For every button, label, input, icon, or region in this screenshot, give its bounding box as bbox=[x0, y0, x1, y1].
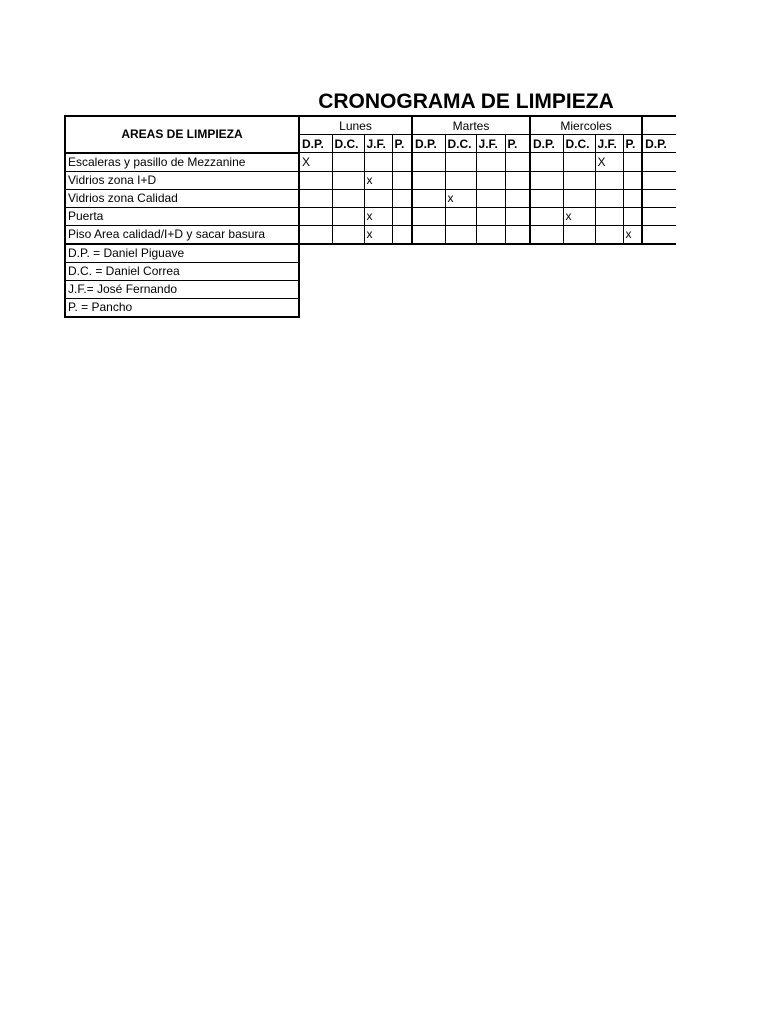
page-title: CRONOGRAMA DE LIMPIEZA bbox=[318, 90, 614, 113]
legend-item: P. = Pancho bbox=[65, 298, 299, 317]
schedule-sheet bbox=[64, 115, 676, 323]
schedule-cell bbox=[299, 171, 332, 189]
schedule-cell bbox=[445, 225, 476, 244]
code-jf: J.F. bbox=[595, 135, 623, 153]
code-dc: D.C. bbox=[332, 135, 364, 153]
schedule-cell bbox=[332, 171, 364, 189]
empty-cell bbox=[623, 280, 642, 298]
table-row bbox=[65, 207, 676, 225]
schedule-cell bbox=[595, 207, 623, 225]
schedule-cell bbox=[642, 207, 676, 225]
empty-cell bbox=[445, 298, 476, 317]
schedule-cell bbox=[412, 171, 445, 189]
day-wednesday: Miercoles bbox=[530, 116, 642, 135]
schedule-cell bbox=[505, 225, 530, 244]
schedule-cell bbox=[364, 189, 392, 207]
code-jf: J.F. bbox=[476, 135, 505, 153]
schedule-cell bbox=[530, 207, 563, 225]
schedule-cell: x bbox=[364, 207, 392, 225]
schedule-cell bbox=[412, 189, 445, 207]
schedule-cell bbox=[563, 225, 595, 244]
code-dp-next: D.P. bbox=[642, 135, 676, 153]
empty-cell bbox=[364, 298, 392, 317]
legend-row bbox=[65, 280, 676, 298]
empty-cell bbox=[364, 244, 392, 263]
empty-cell bbox=[299, 280, 332, 298]
code-dc: D.C. bbox=[445, 135, 476, 153]
area-header: AREAS DE LIMPIEZA bbox=[65, 116, 299, 153]
schedule-cell bbox=[299, 207, 332, 225]
schedule-cell: x bbox=[623, 225, 642, 244]
legend-item: J.F.= José Fernando bbox=[65, 280, 299, 298]
schedule-cell bbox=[412, 225, 445, 244]
schedule-cell bbox=[530, 171, 563, 189]
schedule-cell bbox=[332, 207, 364, 225]
day-next bbox=[642, 116, 676, 135]
empty-cell bbox=[623, 262, 642, 280]
schedule-cell bbox=[445, 153, 476, 172]
schedule-cell bbox=[332, 153, 364, 172]
code-p: P. bbox=[505, 135, 530, 153]
empty-cell bbox=[476, 298, 505, 317]
schedule-cell bbox=[299, 189, 332, 207]
empty-cell bbox=[595, 244, 623, 263]
schedule-cell: x bbox=[445, 189, 476, 207]
empty-cell bbox=[392, 298, 412, 317]
schedule-cell bbox=[623, 189, 642, 207]
day-header-row bbox=[65, 116, 676, 135]
empty-cell bbox=[445, 262, 476, 280]
schedule-cell: x bbox=[364, 171, 392, 189]
schedule-cell bbox=[623, 171, 642, 189]
schedule-cell bbox=[530, 225, 563, 244]
empty-cell bbox=[505, 280, 530, 298]
empty-cell bbox=[563, 280, 595, 298]
schedule-cell bbox=[563, 189, 595, 207]
code-dp: D.P. bbox=[530, 135, 563, 153]
empty-cell bbox=[332, 262, 364, 280]
schedule-cell bbox=[642, 189, 676, 207]
schedule-cell bbox=[642, 153, 676, 172]
empty-cell bbox=[563, 262, 595, 280]
empty-cell bbox=[595, 298, 623, 317]
schedule-cell bbox=[392, 189, 412, 207]
schedule-cell bbox=[530, 153, 563, 172]
code-dp: D.P. bbox=[412, 135, 445, 153]
empty-cell bbox=[642, 262, 676, 280]
empty-cell bbox=[412, 298, 445, 317]
schedule-cell bbox=[299, 225, 332, 244]
table-row bbox=[65, 171, 676, 189]
empty-cell bbox=[505, 244, 530, 263]
empty-cell bbox=[623, 244, 642, 263]
schedule-rows bbox=[65, 153, 676, 244]
empty-cell bbox=[299, 298, 332, 317]
code-jf: J.F. bbox=[364, 135, 392, 153]
area-name: Vidrios zona Calidad bbox=[65, 189, 299, 207]
empty-cell bbox=[332, 298, 364, 317]
table-row bbox=[65, 225, 676, 244]
code-dc: D.C. bbox=[563, 135, 595, 153]
schedule-cell bbox=[623, 153, 642, 172]
schedule-cell bbox=[392, 153, 412, 172]
schedule-cell bbox=[476, 189, 505, 207]
day-monday: Lunes bbox=[299, 116, 412, 135]
code-p: P. bbox=[392, 135, 412, 153]
legend-row bbox=[65, 244, 676, 263]
schedule-cell bbox=[476, 207, 505, 225]
schedule-cell bbox=[445, 171, 476, 189]
schedule-cell bbox=[392, 171, 412, 189]
empty-cell bbox=[476, 262, 505, 280]
day-tuesday: Martes bbox=[412, 116, 530, 135]
schedule-cell bbox=[364, 153, 392, 172]
schedule-table bbox=[64, 115, 676, 318]
schedule-cell bbox=[332, 189, 364, 207]
schedule-cell bbox=[392, 225, 412, 244]
empty-cell bbox=[505, 298, 530, 317]
empty-cell bbox=[392, 244, 412, 263]
schedule-cell: x bbox=[563, 207, 595, 225]
empty-cell bbox=[476, 280, 505, 298]
empty-cell bbox=[530, 262, 563, 280]
schedule-cell bbox=[505, 153, 530, 172]
area-name: Piso Area calidad/I+D y sacar basura bbox=[65, 225, 299, 244]
empty-cell bbox=[392, 280, 412, 298]
empty-cell bbox=[505, 262, 530, 280]
schedule-cell bbox=[505, 207, 530, 225]
empty-cell bbox=[595, 262, 623, 280]
empty-cell bbox=[445, 244, 476, 263]
schedule-cell: X bbox=[595, 153, 623, 172]
area-name: Escaleras y pasillo de Mezzanine bbox=[65, 153, 299, 172]
empty-cell bbox=[642, 244, 676, 263]
empty-cell bbox=[476, 244, 505, 263]
schedule-cell bbox=[623, 207, 642, 225]
schedule-cell: x bbox=[364, 225, 392, 244]
empty-cell bbox=[563, 298, 595, 317]
empty-cell bbox=[392, 262, 412, 280]
empty-cell bbox=[445, 280, 476, 298]
empty-cell bbox=[412, 262, 445, 280]
schedule-cell bbox=[530, 189, 563, 207]
empty-cell bbox=[530, 298, 563, 317]
schedule-cell: X bbox=[299, 153, 332, 172]
empty-cell bbox=[530, 244, 563, 263]
schedule-cell bbox=[476, 225, 505, 244]
schedule-cell bbox=[392, 207, 412, 225]
empty-cell bbox=[364, 280, 392, 298]
empty-cell bbox=[299, 262, 332, 280]
schedule-cell bbox=[595, 171, 623, 189]
empty-cell bbox=[623, 298, 642, 317]
empty-cell bbox=[530, 280, 563, 298]
schedule-cell bbox=[563, 171, 595, 189]
area-name: Puerta bbox=[65, 207, 299, 225]
empty-cell bbox=[642, 280, 676, 298]
area-name: Vidrios zona I+D bbox=[65, 171, 299, 189]
empty-cell bbox=[364, 262, 392, 280]
schedule-cell bbox=[445, 207, 476, 225]
code-p: P. bbox=[623, 135, 642, 153]
empty-cell bbox=[412, 244, 445, 263]
schedule-cell bbox=[595, 189, 623, 207]
table-row bbox=[65, 189, 676, 207]
schedule-cell bbox=[505, 189, 530, 207]
schedule-cell bbox=[505, 171, 530, 189]
empty-cell bbox=[412, 280, 445, 298]
legend-row bbox=[65, 298, 676, 317]
schedule-cell bbox=[476, 153, 505, 172]
empty-cell bbox=[642, 298, 676, 317]
schedule-cell bbox=[563, 153, 595, 172]
schedule-cell bbox=[642, 225, 676, 244]
legend-row bbox=[65, 262, 676, 280]
table-row bbox=[65, 153, 676, 172]
empty-cell bbox=[332, 244, 364, 263]
schedule-cell bbox=[476, 171, 505, 189]
legend bbox=[65, 244, 676, 317]
legend-item: D.P. = Daniel Piguave bbox=[65, 244, 299, 263]
schedule-cell bbox=[595, 225, 623, 244]
empty-cell bbox=[332, 280, 364, 298]
code-dp: D.P. bbox=[299, 135, 332, 153]
schedule-cell bbox=[642, 171, 676, 189]
legend-item: D.C. = Daniel Correa bbox=[65, 262, 299, 280]
schedule-cell bbox=[412, 207, 445, 225]
schedule-cell bbox=[332, 225, 364, 244]
empty-cell bbox=[563, 244, 595, 263]
empty-cell bbox=[299, 244, 332, 263]
empty-cell bbox=[595, 280, 623, 298]
schedule-cell bbox=[412, 153, 445, 172]
